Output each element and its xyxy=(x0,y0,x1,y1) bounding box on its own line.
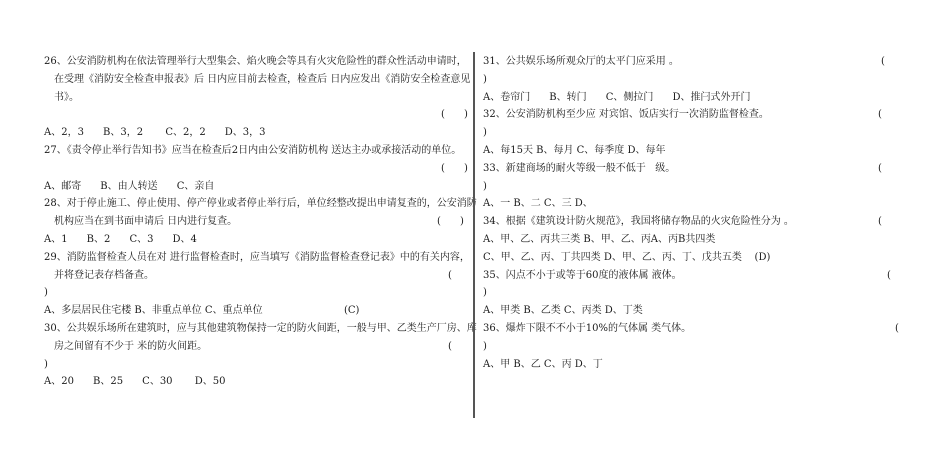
question-text: A、1 B、2 C、3 D、4 xyxy=(44,233,197,245)
question-text: ) xyxy=(44,287,48,299)
question-text: ) xyxy=(483,287,487,299)
question-text: A、邮寄 B、由人转送 C、亲自 xyxy=(44,180,215,192)
question-line xyxy=(44,356,466,374)
question-line xyxy=(483,267,905,285)
question-text: 并将登记表存档备查。 xyxy=(54,269,154,281)
answer-blank: ( xyxy=(878,162,882,174)
question-text: 28、对于停止施工、停止使用、停产停业或者停止举行后，单位经整改提出申请复查的，公安消防 xyxy=(44,198,477,210)
question-text: 书》。 xyxy=(54,91,79,103)
question-line xyxy=(44,231,466,249)
question-text: A、2，3 B、3，2 C、2，2 D、3，3 xyxy=(44,127,266,139)
question-line xyxy=(483,302,905,320)
question-line xyxy=(44,320,477,338)
question-line xyxy=(44,106,466,124)
answer-blank: ( xyxy=(448,269,452,281)
question-text: C、甲、乙、丙、丁共四类 D、甲、乙、丙、丁、戊共五类 (D) xyxy=(483,251,771,263)
question-line xyxy=(44,373,466,391)
question-line xyxy=(44,160,466,178)
answer-blank: ( xyxy=(895,322,899,334)
answer-blank: ( ) xyxy=(441,109,468,121)
question-text: ) xyxy=(483,73,487,85)
answer-blank: ( xyxy=(878,216,882,228)
question-text: 房之间留有不少于 米的防火间距。 xyxy=(54,340,208,352)
question-line xyxy=(44,53,466,71)
question-line xyxy=(44,195,477,213)
column-divider xyxy=(473,52,475,418)
answer-blank: ( ) xyxy=(437,216,464,228)
answer-blank: ( xyxy=(887,269,891,281)
left-question-column xyxy=(44,53,477,391)
right-question-column xyxy=(483,53,905,373)
question-text: 35、闪点不小于或等于60度的液体属 液体。 xyxy=(483,269,682,281)
question-text: 26、公安消防机构在依法管理举行大型集会、焰火晚会等具有火灾危险性的群众性活动申请时， xyxy=(44,56,467,67)
question-text: A、甲 B、乙 C、丙 D、丁 xyxy=(483,358,603,370)
question-text: 36、爆炸下限不不小于10%的气体属 类气体。 xyxy=(483,322,692,334)
question-line xyxy=(483,142,905,160)
question-line xyxy=(44,249,470,267)
question-line xyxy=(44,213,466,231)
question-text: A、甲类 B、乙类 C、丙类 D、丁类 xyxy=(483,305,643,317)
question-line xyxy=(483,89,905,107)
question-line xyxy=(44,71,471,89)
question-line xyxy=(483,106,905,124)
question-line xyxy=(483,195,905,213)
question-text: A、一 B、二 C、三 D、 xyxy=(483,198,593,210)
question-text: ) xyxy=(483,127,487,139)
question-text: 33、新建商场的耐火等级一般不低于 级。 xyxy=(483,162,676,174)
question-line xyxy=(483,213,905,231)
question-line xyxy=(483,338,905,356)
question-line xyxy=(483,178,905,196)
question-text: ) xyxy=(483,340,487,352)
question-line xyxy=(44,302,466,320)
question-text: 30、公共娱乐场所在建筑时，应与其他建筑物保持一定的防火间距，一般与甲、乙类生产厂房、库 xyxy=(44,322,477,334)
question-line xyxy=(44,124,466,142)
answer-blank: ( xyxy=(881,56,885,67)
question-line xyxy=(44,89,466,107)
question-line xyxy=(44,338,466,356)
answer-blank: ( xyxy=(878,109,882,121)
question-text: ) xyxy=(483,180,487,192)
question-line xyxy=(483,124,905,142)
question-line xyxy=(44,267,466,285)
question-text: ) xyxy=(44,358,48,370)
question-text: 机构应当在到书面申请后 日内进行复查。 xyxy=(54,216,238,228)
question-line xyxy=(483,53,905,71)
question-line xyxy=(44,284,466,302)
question-line xyxy=(483,71,905,89)
question-line xyxy=(483,320,905,338)
question-text: A、卷帘门 B、转门 C、侧拉门 D、推闩式外开门 xyxy=(483,91,751,103)
question-line xyxy=(44,178,466,196)
question-line xyxy=(483,356,905,374)
question-text: 34、根据《建筑设计防火规范》，我国将储存物品的火灾危险性分为 。 xyxy=(483,216,794,228)
question-text: 在受理《消防安全检查申报表》后 日内应目前去检查，检查后 日内应发出《消防安全检查意见 xyxy=(54,73,471,85)
question-text: 29、消防监督检查人员在对 进行监督检查时，应当填写《消防监督检查登记表》中的有关内容， xyxy=(44,251,470,263)
question-text: A、每15天 B、每月 C、每季度 D、每年 xyxy=(483,144,666,156)
question-text: A、甲、乙、丙共三类 B、甲、乙、丙A、丙B共四类 xyxy=(483,233,716,245)
question-line xyxy=(44,142,466,160)
question-line xyxy=(483,160,905,178)
question-text: 32、公安消防机构至少应 对宾馆、饭店实行一次消防监督检查。 xyxy=(483,109,769,121)
question-text: A、多层居民住宅楼 B、非重点单位 C、重点单位 xyxy=(44,305,263,317)
answer-blank: ( xyxy=(448,340,452,352)
question-text: 27、《责令停止举行告知书》应当在检查后2日内由公安消防机构 送达主办或承接活动的单位。 xyxy=(44,144,462,156)
question-line xyxy=(483,249,905,267)
question-text: 31、公共娱乐场所观众厅的太平门应采用 。 xyxy=(483,56,679,67)
question-text: A、20 B、25 C、30 D、50 xyxy=(44,376,226,388)
question-line xyxy=(483,231,905,249)
answer-blank: (C) xyxy=(344,305,360,317)
question-line xyxy=(483,284,905,302)
answer-blank: ( ) xyxy=(441,162,468,174)
